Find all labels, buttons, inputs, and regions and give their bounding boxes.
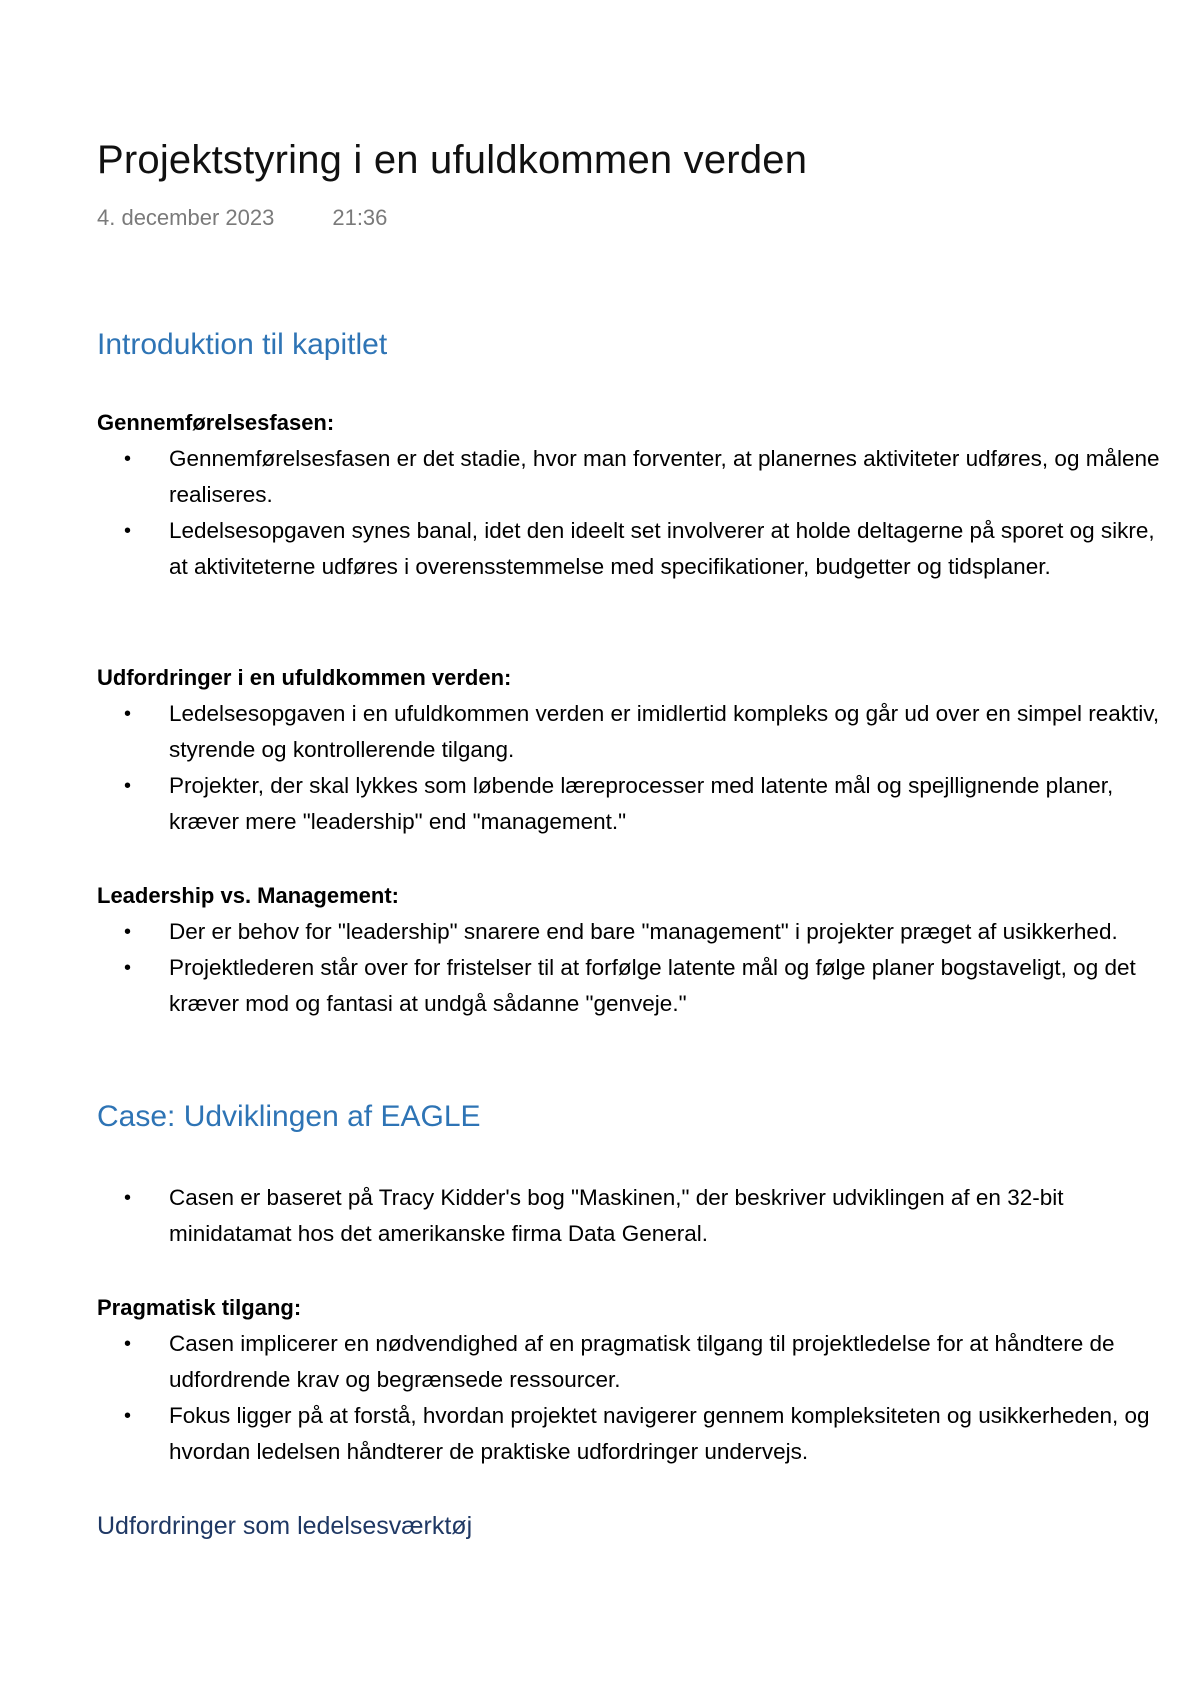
page-date: 4. december 2023 (97, 205, 275, 230)
bullet-icon: • (124, 1405, 132, 1427)
bullet-icon: • (124, 448, 132, 470)
page-time: 21:36 (332, 205, 388, 230)
list-item-text: Gennemførelsesfasen er det stadie, hvor man forventer, at planernes aktiviteter udføres, og målene realiseres. (169, 446, 1160, 507)
section-udfordringer (97, 660, 1177, 840)
bullet-icon: • (124, 775, 132, 797)
heading-udfordringer-som-ledelsesvaerktoej: Udfordringer som ledelsesværktøj (97, 1512, 473, 1540)
bullet-icon: • (124, 1333, 132, 1355)
bullet-list (97, 1180, 1177, 1252)
heading-case: Case: Udviklingen af EAGLE (97, 1100, 481, 1133)
section-pragmatisk-tilgang (97, 1290, 1177, 1470)
list-item (97, 768, 1177, 840)
list-item-text: Projekter, der skal lykkes som løbende læreprocesser med latente mål og spejllignende planer, kræver mere "leadership" end "management." (169, 773, 1114, 834)
list-item (97, 914, 1177, 950)
list-item (97, 950, 1177, 1022)
section-gennemforelsesfasen (97, 405, 1177, 585)
bullet-list (97, 1326, 1177, 1470)
page-title: Projektstyring i en ufuldkommen verden (97, 138, 808, 182)
list-item (97, 1326, 1177, 1398)
bullet-list (97, 696, 1177, 840)
subheading-udfordringer: Udfordringer i en ufuldkommen verden: (97, 665, 512, 690)
list-item-text: Der er behov for "leadership" snarere end bare "management" i projekter præget af usikkerhed. (169, 919, 1118, 944)
subheading-leadership: Leadership vs. Management: (97, 883, 399, 908)
heading-introduction: Introduktion til kapitlet (97, 328, 388, 361)
bullet-list (97, 914, 1177, 1022)
bullet-list (97, 441, 1177, 585)
subheading-gennemforelsesfasen: Gennemførelsesfasen: (97, 410, 335, 435)
list-item (97, 513, 1177, 585)
bullet-icon: • (124, 1187, 132, 1209)
section-leadership-vs-management (97, 878, 1177, 1022)
subheading-pragmatisk: Pragmatisk tilgang: (97, 1295, 302, 1320)
bullet-icon: • (124, 520, 132, 542)
list-item-text: Fokus ligger på at forstå, hvordan projektet navigerer gennem kompleksiteten og usikkerheden, og hvordan ledelsen håndterer de praktiske udfordringer undervejs. (169, 1403, 1150, 1464)
list-item (97, 696, 1177, 768)
list-item (97, 1180, 1177, 1252)
bullet-icon: • (124, 703, 132, 725)
list-item-text: Ledelsesopgaven synes banal, idet den ideelt set involverer at holde deltagerne på sporet og sikre, at aktiviteterne udføres i overensstemmelse med specifikationer, budgetter og tidsplaner. (169, 518, 1155, 579)
list-item (97, 1398, 1177, 1470)
bullet-icon: • (124, 957, 132, 979)
bullet-icon: • (124, 921, 132, 943)
list-item-text: Projektlederen står over for fristelser til at forfølge latente mål og følge planer bogstaveligt, og det kræver mod og fantasi at undgå sådanne "genveje." (169, 955, 1136, 1016)
list-item-text: Casen er baseret på Tracy Kidder's bog "Maskinen," der beskriver udviklingen af en 32-bit minidatamat hos det amerikanske firma Data General. (169, 1185, 1064, 1246)
list-item-text: Casen implicerer en nødvendighed af en pragmatisk tilgang til projektledelse for at håndtere de udfordrende krav og begrænsede ressourcer. (169, 1331, 1115, 1392)
section-case (97, 1180, 1177, 1252)
page-meta (97, 205, 387, 231)
list-item-text: Ledelsesopgaven i en ufuldkommen verden er imidlertid kompleks og går ud over en simpel reaktiv, styrende og kontrollerende tilgang. (169, 701, 1160, 762)
list-item (97, 441, 1177, 513)
